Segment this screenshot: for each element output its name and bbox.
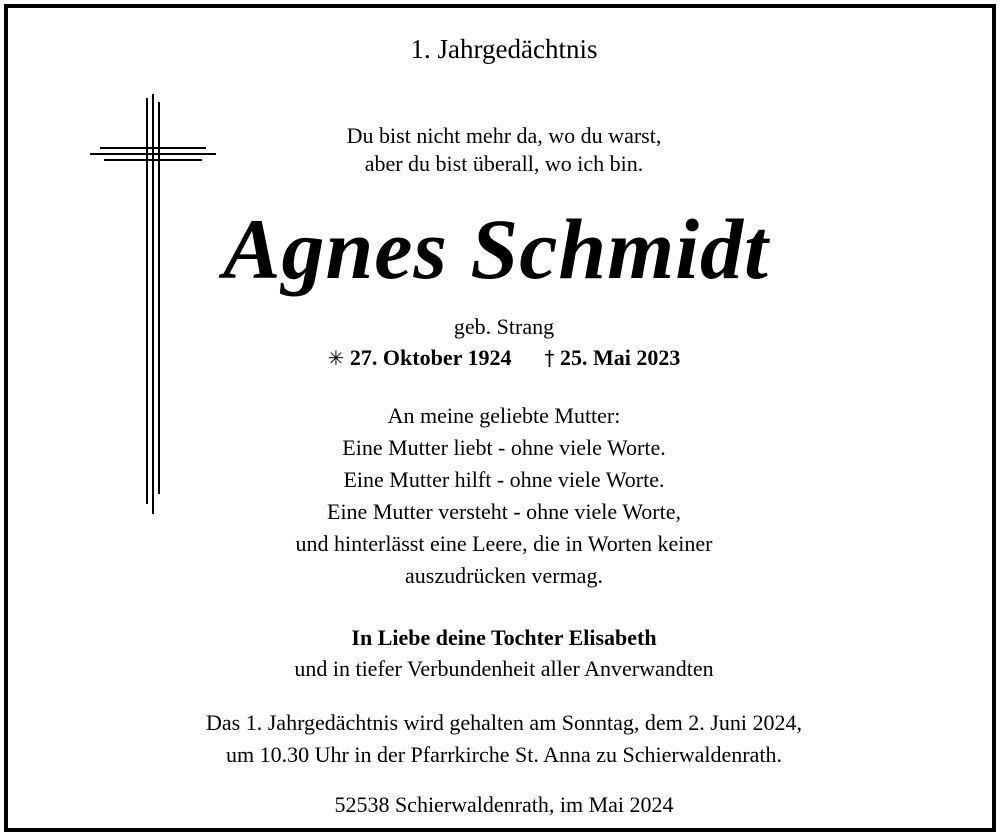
deceased-name: Agnes Schmidt [223,201,769,297]
service-info-line-1: Das 1. Jahrgedächtnis wird gehalten am Sonntag, dem 2. Juni 2024, [206,710,802,735]
death-date: 25. Mai 2023 [559,345,681,370]
place-and-date: 52538 Schierwaldenrath, im Mai 2024 [334,792,674,817]
mourner-relatives: und in tiefer Verbundenheit aller Anverwandten [294,656,714,681]
service-info-line-2: um 10.30 Uhr in der Pfarrkirche St. Anna zu Schierwaldenrath. [226,742,782,767]
verse-line: auszudrücken vermag. [405,563,603,588]
verse-line: Eine Mutter hilft - ohne viele Worte. [343,467,665,492]
verse-line: und hinterlässt eine Leere, die in Worten keiner [295,531,713,556]
quote-line-2: aber du bist überall, wo ich bin. [364,151,644,176]
maiden-name: geb. Strang [453,314,555,339]
birth-date: 27. Oktober 1924 [349,345,512,370]
death-cross-icon: † [544,346,555,370]
quote-line-1: Du bist nicht mehr da, wo du warst, [346,123,662,148]
mourner-signature: In Liebe deine Tochter Elisabeth [351,625,657,650]
obituary-notice [4,4,996,832]
verse-line: Eine Mutter liebt - ohne viele Worte. [342,435,666,460]
birth-star-icon: ✳ [327,346,345,370]
life-dates [8,347,1000,369]
notice-title: 1. Jahrgedächtnis [410,34,598,64]
verse-line: Eine Mutter versteht - ohne viele Worte, [327,499,681,524]
verse-line: An meine geliebte Mutter: [387,403,621,428]
